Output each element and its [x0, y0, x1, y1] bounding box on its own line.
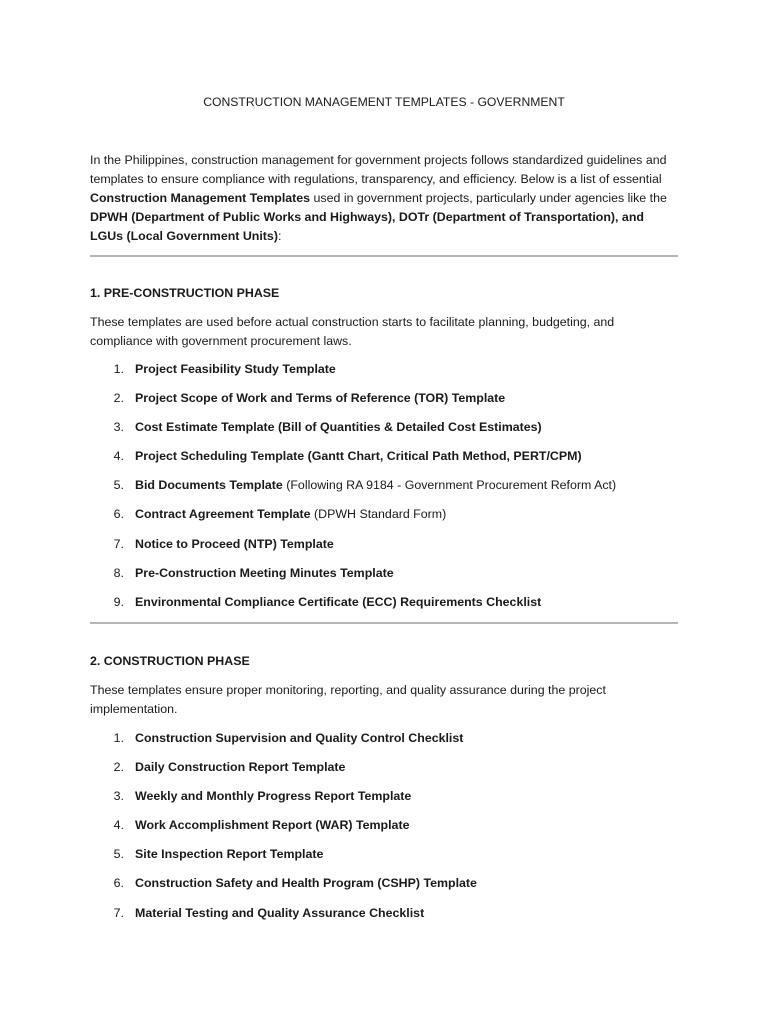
list-item-title: Cost Estimate Template (Bill of Quantities & Detailed Cost Estimates) — [135, 420, 542, 435]
list-item-number: 1. — [113, 362, 124, 376]
list-item-number: 8. — [113, 565, 124, 580]
list-item-title: Contract Agreement Template — [135, 507, 311, 522]
intro-text-1: In the Philippines, construction management for government projects follows standardized guidelines and templates to ensure compliance with regulations, transparency, and efficiency. Below is a list of essential — [90, 153, 667, 186]
list-item — [90, 788, 678, 817]
list-item-number: 5. — [113, 478, 124, 493]
list-item-title: Project Scope of Work and Terms of Reference (TOR) Template — [135, 391, 506, 406]
section-heading-pre-construction: 1. PRE-CONSTRUCTION PHASE — [90, 286, 280, 300]
list-item — [90, 759, 678, 788]
list-item-number: 1. — [113, 731, 124, 745]
list-item-number: 7. — [113, 905, 124, 920]
list-item-title: Notice to Proceed (NTP) Template — [135, 536, 334, 551]
list-item-number: 3. — [113, 789, 124, 804]
list-item-number: 9. — [113, 594, 124, 609]
list-item-number: 6. — [113, 876, 124, 891]
list-item-number: 2. — [113, 391, 124, 406]
list-item-title: Weekly and Monthly Progress Report Template — [135, 789, 412, 804]
section-heading-construction: 2. CONSTRUCTION PHASE — [90, 654, 250, 668]
list-item — [90, 506, 678, 535]
list-item-number: 7. — [113, 536, 124, 551]
intro-bold-2: DPWH (Department of Public Works and Highways), DOTr (Department of Transportation), and LGUs (Local Government Units) — [90, 210, 644, 243]
list-item — [90, 448, 678, 477]
document-title: CONSTRUCTION MANAGEMENT TEMPLATES - GOVERNMENT — [203, 95, 565, 109]
list-item — [90, 536, 678, 565]
list-item-note: (DPWH Standard Form) — [310, 507, 447, 522]
list-item-title: Site Inspection Report Template — [135, 847, 324, 862]
list-item — [90, 419, 678, 448]
divider — [90, 255, 678, 257]
list-item-number: 3. — [113, 420, 124, 435]
section-description-pre-construction: These templates are used before actual construction starts to facilitate planning, budgeting, and compliance with government procurement laws. — [90, 315, 615, 348]
list-item-note: (Following RA 9184 - Government Procurement Reform Act) — [282, 478, 617, 493]
list-item-number: 6. — [113, 507, 124, 522]
list-item — [90, 390, 678, 419]
list-item — [90, 730, 678, 759]
list-item-title: Project Feasibility Study Template — [135, 362, 336, 376]
intro-text-2: used in government projects, particularly under agencies like the — [310, 191, 667, 205]
intro-text-3: : — [277, 229, 282, 243]
list-item-number: 4. — [113, 818, 124, 833]
list-item — [90, 594, 678, 623]
list-item-number: 2. — [113, 760, 124, 775]
list-item-number: 5. — [113, 847, 124, 862]
list-item-title: Material Testing and Quality Assurance Checklist — [135, 905, 425, 920]
divider — [90, 622, 678, 624]
intro-bold-1: Construction Management Templates — [90, 191, 311, 205]
pre-construction-list — [90, 361, 678, 623]
list-item — [90, 846, 678, 875]
list-item — [90, 477, 678, 506]
list-item — [90, 565, 678, 594]
list-item-title: Pre-Construction Meeting Minutes Template — [135, 565, 394, 580]
construction-list — [90, 730, 678, 934]
list-item-title: Environmental Compliance Certificate (ECC) Requirements Checklist — [135, 594, 542, 609]
list-item-title: Project Scheduling Template (Gantt Chart, Critical Path Method, PERT/CPM) — [135, 449, 582, 464]
list-item-title: Construction Safety and Health Program (CSHP) Template — [135, 876, 477, 891]
list-item — [90, 875, 678, 904]
list-item — [90, 905, 678, 934]
section-description-construction: These templates ensure proper monitoring, reporting, and quality assurance during the project implementation. — [90, 683, 606, 716]
list-item-title: Daily Construction Report Template — [135, 760, 346, 775]
list-item-title: Construction Supervision and Quality Control Checklist — [135, 731, 464, 745]
list-item-number: 4. — [113, 449, 124, 464]
intro-paragraph — [90, 151, 678, 246]
list-item-title: Bid Documents Template — [135, 478, 283, 493]
list-item-title: Work Accomplishment Report (WAR) Template — [135, 818, 410, 833]
list-item — [90, 817, 678, 846]
list-item — [90, 361, 678, 390]
